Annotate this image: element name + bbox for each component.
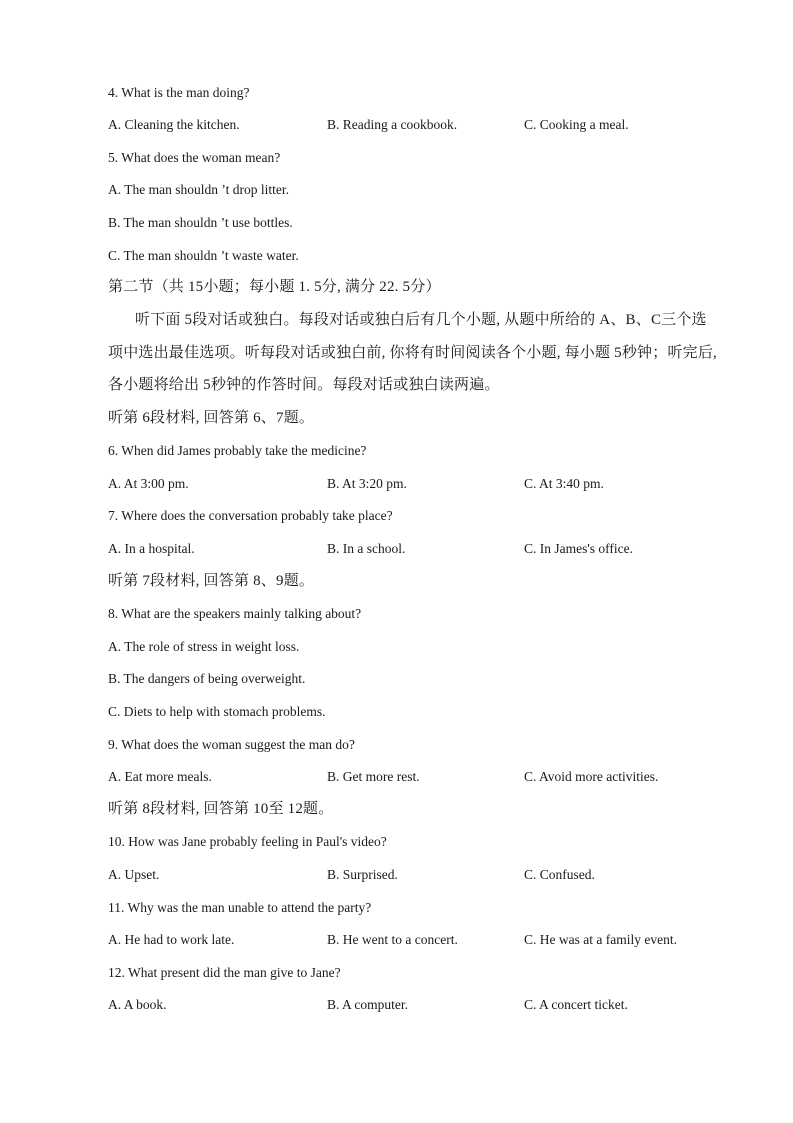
question-stem: 6. When did James probably take the medicine? xyxy=(108,443,367,458)
option-b: B. Reading a cookbook. xyxy=(327,117,458,132)
question-stem: 12. What present did the man give to Jane? xyxy=(108,965,341,980)
option-b: B. The dangers of being overweight. xyxy=(108,671,306,686)
instructions-line: 听下面 5段对话或独白。每段对话或独白后有几个小题, 从题中所给的 A、B、C三个选 xyxy=(135,312,707,328)
option-b: B. At 3:20 pm. xyxy=(327,476,407,491)
option-c: C. Cooking a meal. xyxy=(524,117,629,132)
option-c: C. A concert ticket. xyxy=(524,997,628,1012)
option-b: B. The man shouldn ’t use bottles. xyxy=(108,215,293,230)
option-a: A. He had to work late. xyxy=(108,932,235,947)
option-b: B. A computer. xyxy=(327,997,408,1012)
option-c: C. Diets to help with stomach problems. xyxy=(108,704,326,719)
question-stem: 10. How was Jane probably feeling in Paul's video? xyxy=(108,834,387,849)
option-c: C. He was at a family event. xyxy=(524,932,677,947)
option-b: B. In a school. xyxy=(327,541,406,556)
option-c: C. Confused. xyxy=(524,867,595,882)
option-a: A. The role of stress in weight loss. xyxy=(108,639,300,654)
passage-heading: 听第 8段材料, 回答第 10至 12题。 xyxy=(108,801,334,817)
option-c: C. In James's office. xyxy=(524,541,634,556)
question-stem: 9. What does the woman suggest the man do? xyxy=(108,737,355,752)
question-stem: 4. What is the man doing? xyxy=(108,85,250,100)
passage-heading: 听第 6段材料, 回答第 6、7题。 xyxy=(108,410,315,426)
option-a: A. The man shouldn ’t drop litter. xyxy=(108,182,289,197)
option-a: A. Cleaning the kitchen. xyxy=(108,117,240,132)
option-c: C. The man shouldn ’t waste water. xyxy=(108,248,299,263)
option-a: A. At 3:00 pm. xyxy=(108,476,189,491)
section-heading: 第二节（共 15小题；每小题 1. 5分, 满分 22. 5分） xyxy=(108,279,441,295)
option-c: C. Avoid more activities. xyxy=(524,769,659,784)
option-a: A. Eat more meals. xyxy=(108,769,212,784)
instructions-line: 项中选出最佳选项。听每段对话或独白前, 你将有时间阅读各个小题, 每小题 5秒钟；听完后, xyxy=(108,345,718,361)
option-b: B. He went to a concert. xyxy=(327,932,458,947)
question-stem: 11. Why was the man unable to attend the party? xyxy=(108,900,372,915)
question-stem: 8. What are the speakers mainly talking about? xyxy=(108,606,362,621)
instructions-line: 各小题将给出 5秒钟的作答时间。每段对话或独白读两遍。 xyxy=(108,377,500,393)
question-stem: 5. What does the woman mean? xyxy=(108,150,281,165)
option-a: A. Upset. xyxy=(108,867,160,882)
option-c: C. At 3:40 pm. xyxy=(524,476,604,491)
question-stem: 7. Where does the conversation probably take place? xyxy=(108,508,393,523)
option-a: A. A book. xyxy=(108,997,167,1012)
option-b: B. Surprised. xyxy=(327,867,398,882)
option-b: B. Get more rest. xyxy=(327,769,420,784)
passage-heading: 听第 7段材料, 回答第 8、9题。 xyxy=(108,573,315,589)
option-a: A. In a hospital. xyxy=(108,541,195,556)
